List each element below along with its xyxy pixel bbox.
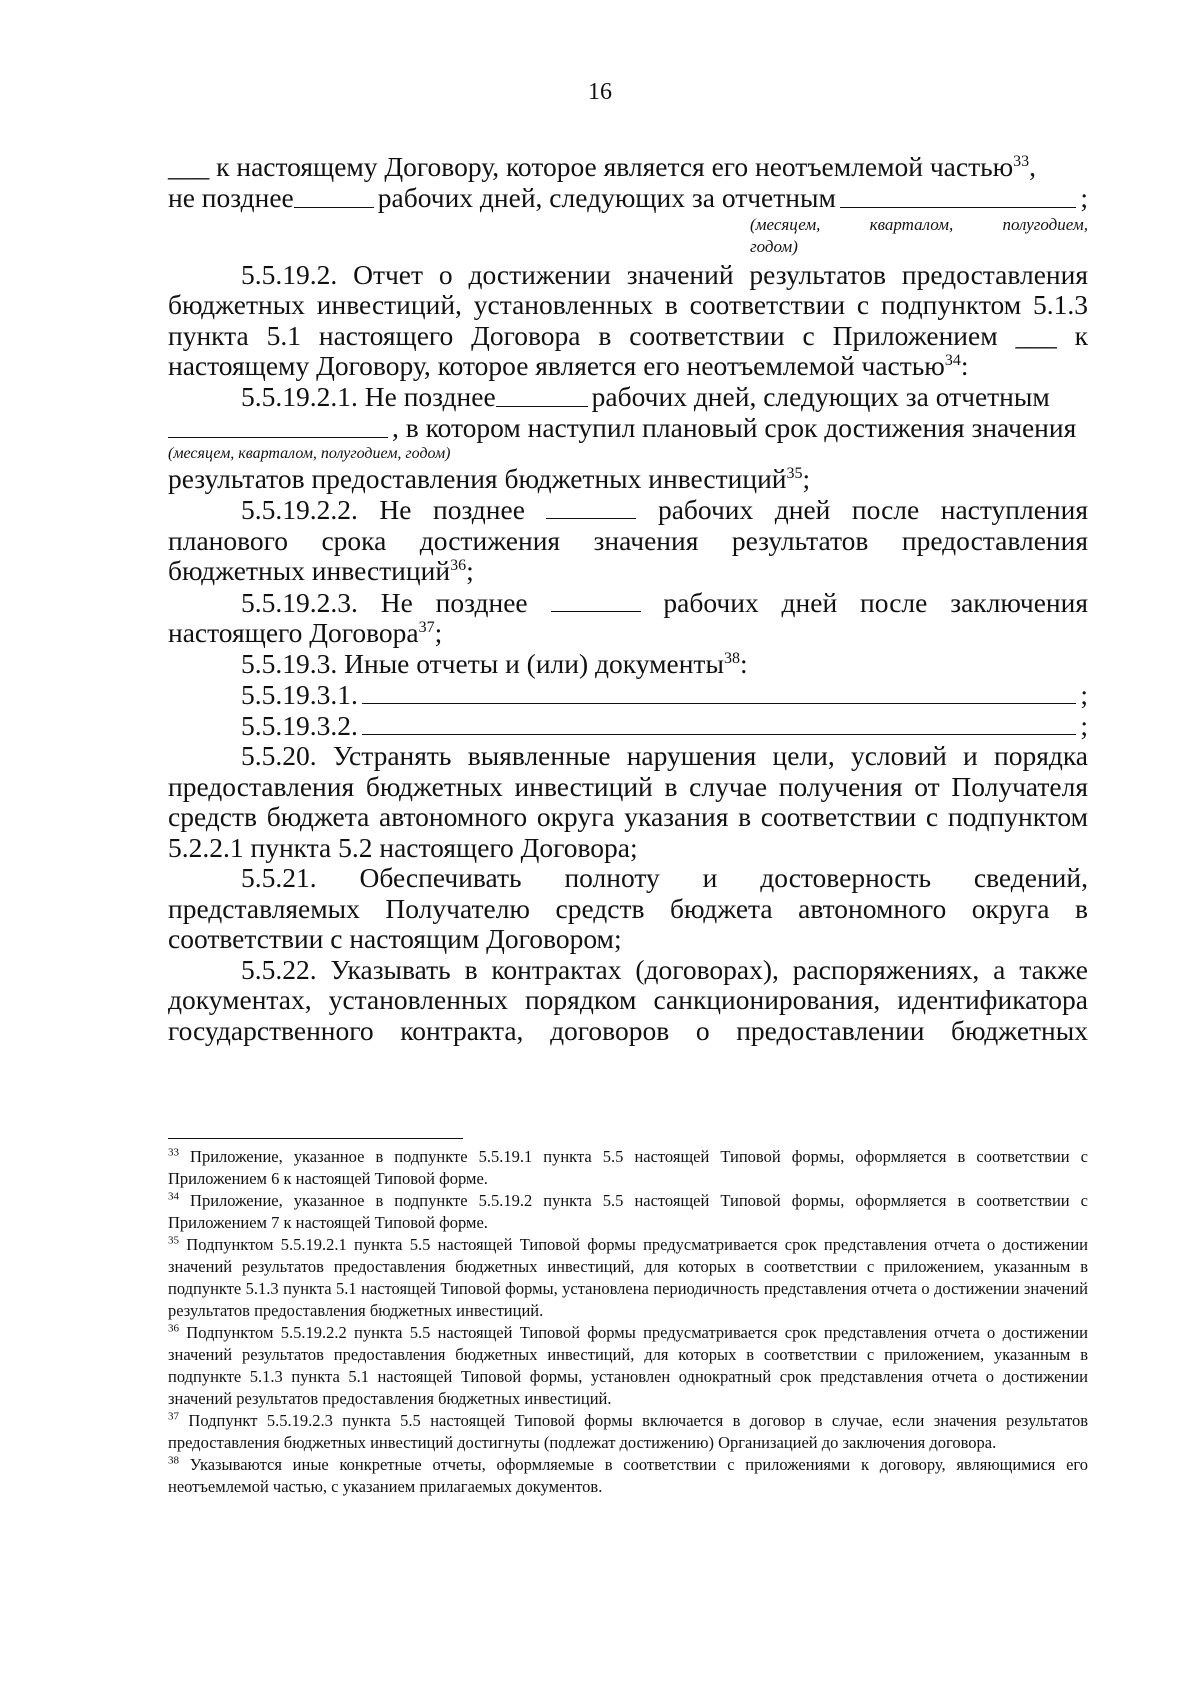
blank-field [546,494,636,519]
footnote-ref: 36 [450,556,467,574]
line-continuation: ___ к настоящему Договору, которое является его неотъемлемой частью$^{33}$, [168,151,1037,182]
footnote-number: 35 [168,1234,179,1247]
blank-field [496,382,588,407]
clause-5-5-19-2-1-end: результатов предоставления бюджетных инвестиций$^{35}$; [168,462,811,494]
clause-5-5-22: 5.5.22. Указывать в контрактах (договорах), распоряжениях, а также документах, установленных порядком санкционирования, идентификатора государственного контракта, договоров о предоставлении бюджетных [168,953,1088,1046]
clause-5-5-19-2-3: 5.5.19.2.3. Не позднее рабочих дней после заключения настоящего Договора$^{37}$; [168,586,1088,648]
clause-5-5-20: 5.5.20. Устранять выявленные нарушения цели, условий и порядка предоставления бюджетных инвестиций в случае получения от Получателя средств бюджета автономного округа указания в соответствии с подпунктом 5.2.2.1 пункта 5.2 настоящего Договора; [168,740,1088,863]
clause-5-5-19-2-2: 5.5.19.2.2. Не позднее рабочих дней после наступления планового срока достижения значения результатов предоставления бюджетных инвестиций$^{36}$; [168,494,1088,586]
footnote-ref: 35 [786,464,803,482]
footnote-ref: 33 [1013,152,1030,170]
footnote: $^{34}$ Приложение, указанное в подпункте 5.5.19.2 пункта 5.5 настоящей Типовой формы, оформляется в соответствии с Приложением 7 к настоящей Типовой форме. [168,1190,1088,1232]
footnote: $^{36}$ Подпунктом 5.5.19.2.2 пункта 5.5 настоящей Типовой формы предусматривается срок представления отчета о достижении значений результатов предоставления бюджетных инвестиций, для которых в соответствии с приложением, указанным в подпункте 5.1.3 пункта 5.1 настоящей Типовой формы, установлен однократный срок представления отчета о достижении значений результатов предоставления бюджетных инвестиций. [168,1322,1088,1408]
footnote: $^{33}$ Приложение, указанное в подпункте 5.5.19.1 пункта 5.5 настоящей Типовой формы, оформляется в соответствии с Приложением 6 к настоящей Типовой форме. [168,1146,1088,1188]
footnote-number: 33 [168,1146,179,1159]
footnote-ref: 38 [723,649,740,667]
blank-field [362,710,1076,735]
clause-5-5-19-2-1-cont: , в котором наступил плановый срок достижения значения [168,413,1088,444]
clause-5-5-19-3-1: 5.5.19.3.1. ; [241,678,1088,710]
footnote-number: 36 [168,1322,179,1335]
blank-field [362,679,1076,704]
clause-5-5-19-3-2: 5.5.19.3.2. ; [241,709,1088,741]
period-hint-continued: годом) [750,236,798,256]
blank-field [294,183,374,208]
period-hint: (месяцем, кварталом, полугодием, [750,214,1088,234]
clause-5-5-19-2: 5.5.19.2. Отчет о достижении значений результатов предоставления бюджетных инвестиций, установленных в соответствии с подпунктом 5.1.3 пункта 5.1 настоящего Договора в соответствии с Приложением ___ к настоящему Договору, которое является его неотъемлемой частью$^{34}$: [168,258,1088,381]
footnote-ref: 34 [944,351,961,369]
clause-5-5-21: 5.5.21. Обеспечивать полноту и достоверность сведений, представляемых Получателю средств бюджета автономного округа в соответствии с настоящим Договором; [168,862,1088,954]
footnote-ref: 37 [418,618,435,636]
footnote: $^{38}$ Указываются иные конкретные отчеты, оформляемые в соответствии с приложениями к договору, являющимися его неотъемлемой частью, с указанием прилагаемых документов. [168,1454,1088,1496]
blank-field [840,183,1076,208]
blank-field [551,587,641,612]
footnote-separator [168,1138,463,1139]
deadline-line: не позднее рабочих дней, следующих за отчетным ; [168,182,1088,213]
footnotes [168,1146,1088,1498]
footnote-number: 37 [168,1410,179,1423]
footnote-number: 38 [168,1454,179,1467]
footnote: $^{35}$ Подпунктом 5.5.19.2.1 пункта 5.5 настоящей Типовой формы предусматривается срок представления отчета о достижении значений результатов предоставления бюджетных инвестиций, для которых в соответствии с приложением, указанным в подпункте 5.1.3 пункта 5.1 настоящей Типовой формы, установлена периодичность представления отчета о достижении значений результатов предоставления бюджетных инвестиций. [168,1234,1088,1320]
blank-field: ___ [168,151,210,182]
clause-5-5-19-3: 5.5.19.3. Иные отчеты и (или) документы$^{38}$: [241,647,748,679]
page-number: 16 [588,79,612,105]
clause-5-5-19-2-1: 5.5.19.2.1. Не позднее рабочих дней, следующих за отчетным [241,381,1050,412]
blank-field [168,413,388,438]
period-hint: (месяцем, кварталом, полугодием, годом) [168,444,451,462]
footnote-number: 34 [168,1190,179,1203]
footnote: $^{37}$ Подпункт 5.5.19.2.3 пункта 5.5 настоящей Типовой формы включается в договор в случае, если значения результатов предоставления бюджетных инвестиций достигнуты (подлежат достижению) Организацией до заключения договора. [168,1410,1088,1452]
main-text [168,152,1088,1046]
blank-field: ___ [1015,319,1057,351]
